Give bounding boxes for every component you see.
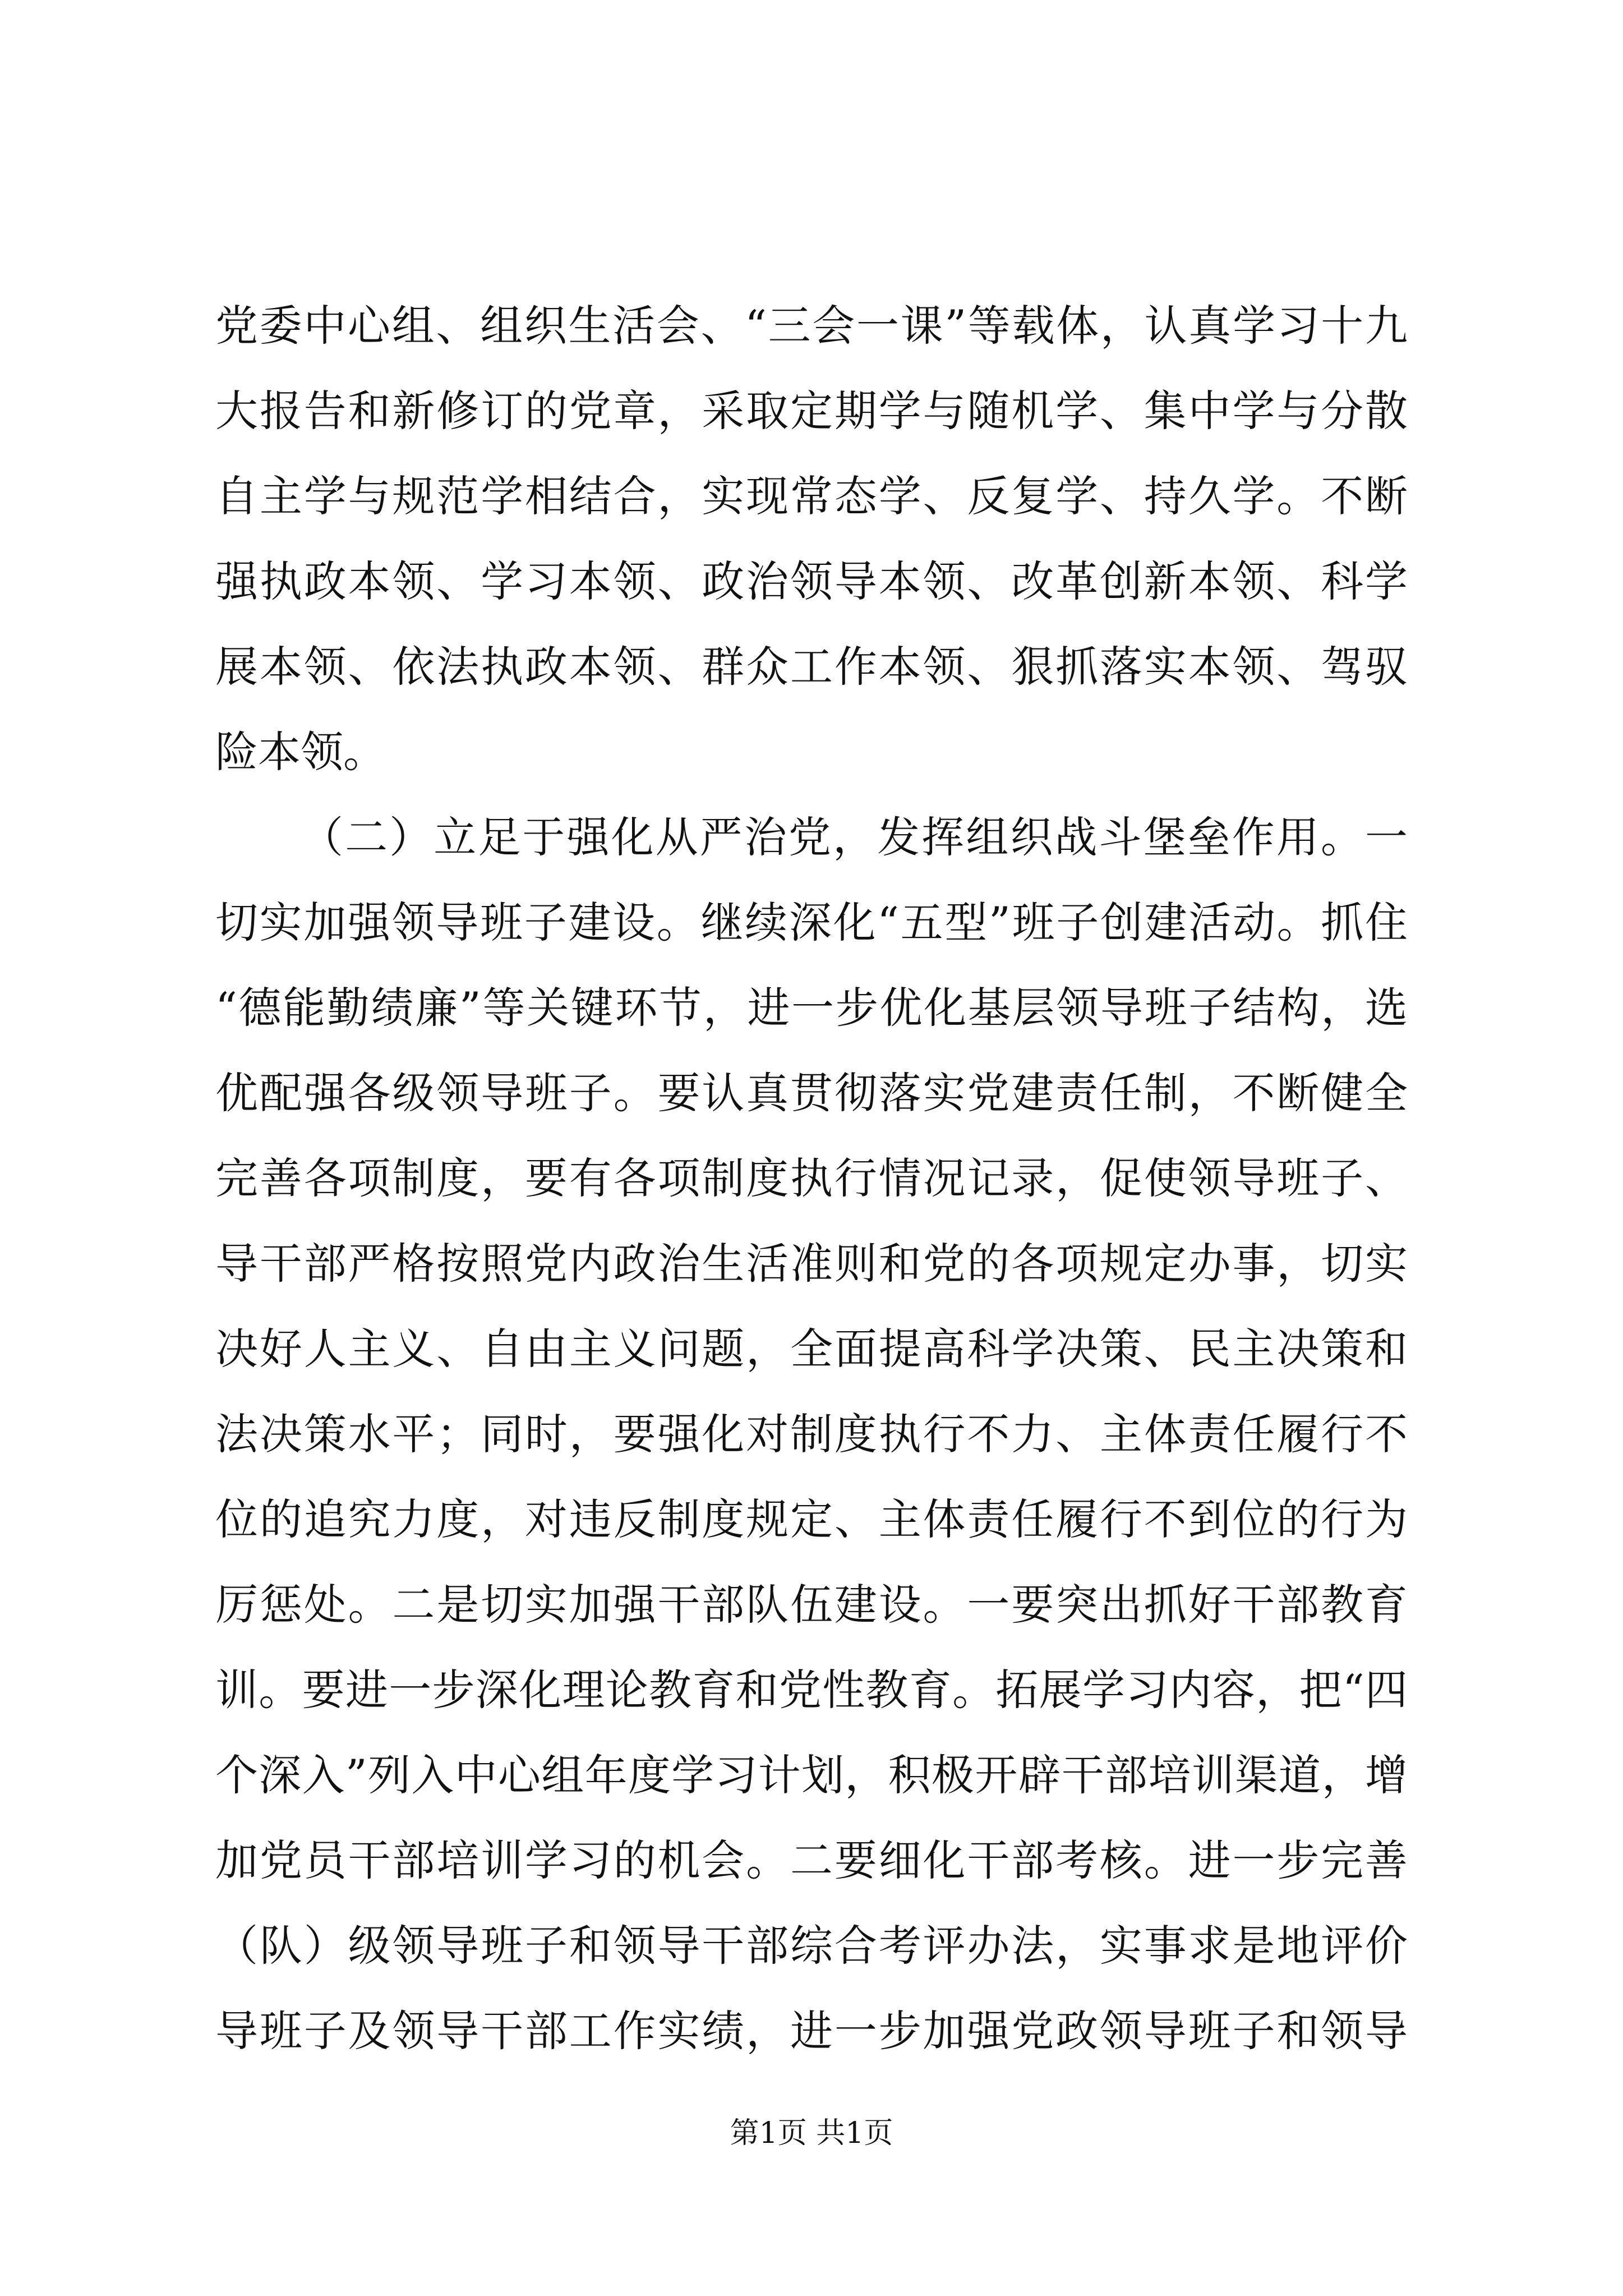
body-line: 险本领。	[215, 727, 386, 777]
body-line: 法决策水平；同时，要强化对制度执行不力、主体责任履行不	[215, 1409, 1408, 1459]
body-line: 自主学与规范学相结合，实现常态学、反复学、持久学。不断	[215, 471, 1408, 521]
page-number: 第1页 共1页	[730, 2116, 893, 2150]
body-line: 完善各项制度，要有各项制度执行情况记录，促使领导班子、	[215, 1153, 1408, 1203]
body-line: 导干部严格按照党内政治生活准则和党的各项规定办事，切实	[215, 1239, 1408, 1289]
body-line: 大报告和新修订的党章，采取定期学与随机学、集中学与分散	[215, 386, 1408, 436]
body-line: 位的追究力度，对违反制度规定、主体责任履行不到位的行为	[215, 1494, 1408, 1544]
body-line: （队）级领导班子和领导干部综合考评办法，实事求是地评价	[215, 1921, 1408, 1971]
body-line: 优配强各级领导班子。要认真贯彻落实党建责任制，不断健全	[215, 1068, 1408, 1118]
document-body	[215, 283, 1408, 2074]
section-heading-line: （二）立足于强化从严治党，发挥组织战斗堡垒作用。一	[301, 812, 1408, 862]
body-line: 个深入”列入中心组年度学习计划，积极开辟干部培训渠道，增	[215, 1750, 1408, 1800]
page-footer	[0, 2109, 1623, 2151]
body-line: 加党员干部培训学习的机会。二要细化干部考核。进一步完善	[215, 1835, 1408, 1885]
body-line: 训。要进一步深化理论教育和党性教育。拓展学习内容，把“四	[215, 1665, 1408, 1715]
body-line: 导班子及领导干部工作实绩，进一步加强党政领导班子和领导	[215, 2006, 1408, 2056]
body-line: 党委中心组、组织生活会、“三会一课”等载体，认真学习十九	[215, 301, 1408, 351]
body-line: “德能勤绩廉”等关键环节，进一步优化基层领导班子结构，选	[215, 983, 1408, 1033]
body-line: 决好人主义、自由主义问题，全面提高科学决策、民主决策和	[215, 1324, 1408, 1374]
body-line: 切实加强领导班子建设。继续深化“五型”班子创建活动。抓住	[215, 898, 1408, 947]
body-line: 展本领、依法执政本领、群众工作本领、狠抓落实本领、驾驭	[215, 642, 1408, 692]
body-line: 厉惩处。二是切实加强干部队伍建设。一要突出抓好干部教育	[215, 1580, 1408, 1630]
body-line: 强执政本领、学习本领、政治领导本领、改革创新本领、科学	[215, 556, 1408, 606]
